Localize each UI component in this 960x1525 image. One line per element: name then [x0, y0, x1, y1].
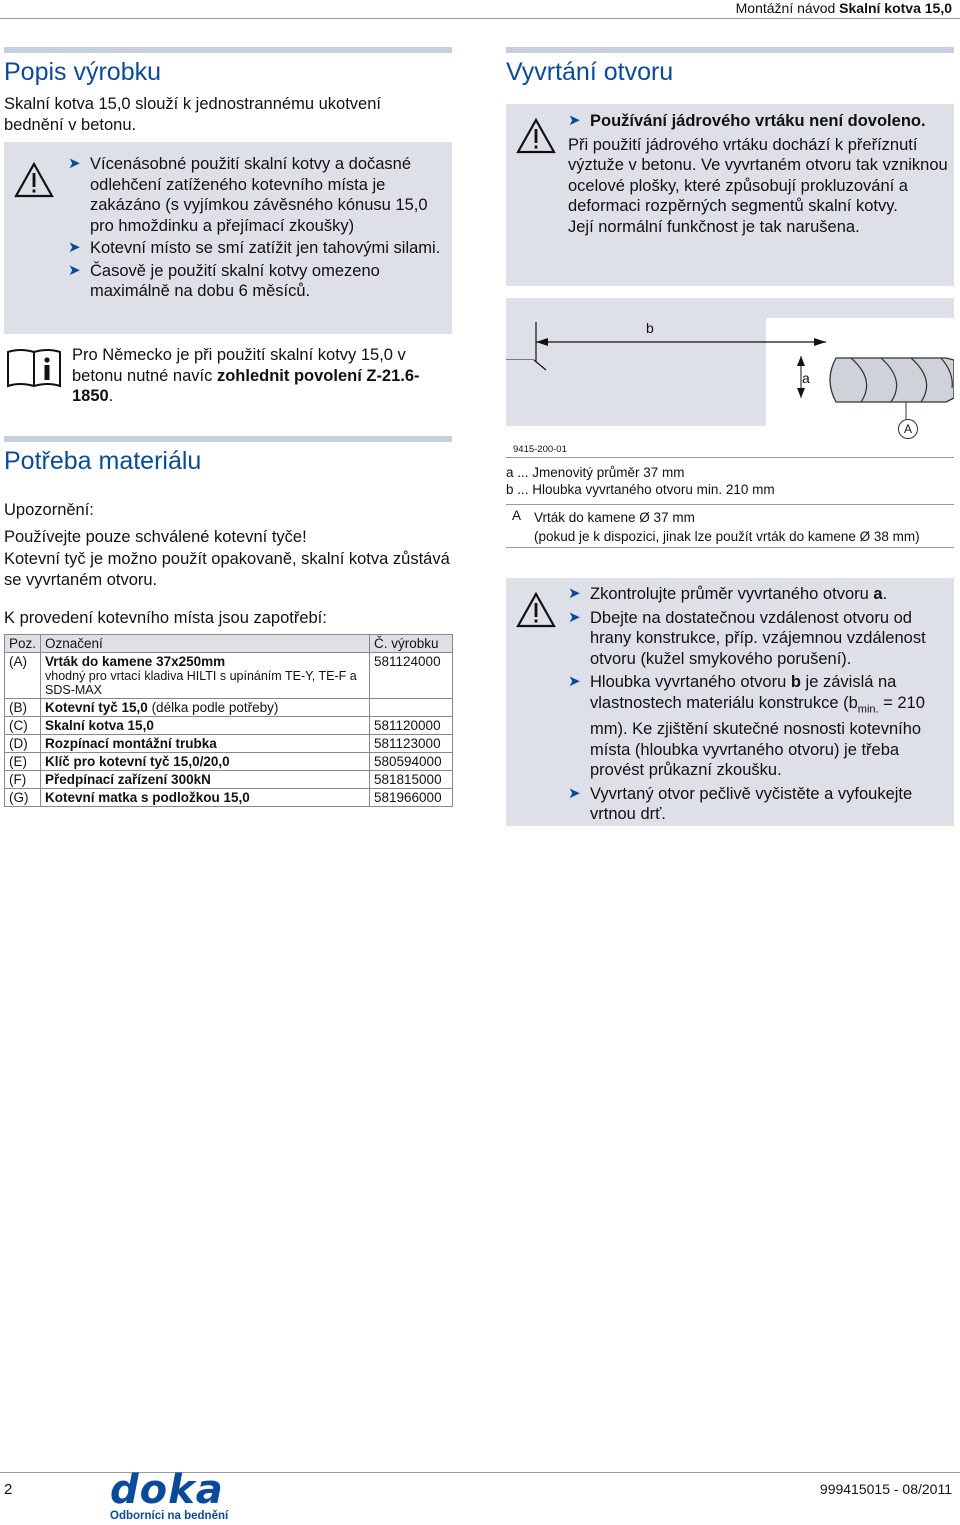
popis-intro: Skalní kotva 15,0 slouží k jednostrannému ukotvení bednění v betonu.: [4, 95, 381, 134]
steps-box: [506, 578, 954, 826]
col-header: Č. výrobku: [370, 635, 453, 653]
legend-A-key: A: [512, 508, 522, 523]
dim-label-b: b: [646, 320, 654, 336]
warning-item: ➤ Vícenásobné použití skalní kotvy a dočasné odlehčení zatíženého kotevního místa je zakázáno (s vyjímkou závěsného kónusu 15,0 pro hmoždinku a přejímací zkoušky): [68, 155, 428, 235]
header-prefix: Montážní návod: [735, 0, 840, 16]
header-title: Skalní kotva 15,0: [839, 0, 952, 16]
info-book-icon: [6, 346, 62, 390]
legend-rule: [506, 547, 954, 548]
vyvrtani-title: Vyvrtání otvoru: [506, 58, 674, 86]
table-row: (D) Rozpínací montážní trubka 581123000: [5, 735, 453, 753]
warning-text: Při použití jádrového vrtáku dochází k přeříznutí výztuže v betonu. Ve vyvrtaném otvoru tak vzniknou ocelové plošky, které způsobují prokluzování a deformaci rozpěrných segmentů skalní kotvy.: [568, 135, 948, 215]
warning-item: ➤ Kotevní místo se smí zatížit jen tahovými silami.: [68, 239, 441, 257]
legend: [506, 464, 775, 498]
col-header: Označení: [41, 635, 370, 653]
warning-item: ➤ Časově je použití skalní kotvy omezeno maximálně na dobu 6 měsíců.: [68, 261, 380, 300]
section-bar: [506, 47, 954, 53]
step-item: ➤ Dbejte na dostatečnou vzdálenost otvoru od hrany konstrukce, příp. vzájemnou vzdálenost otvoru (kužel smykového porušení).: [568, 608, 926, 668]
table-row: (G) Kotevní matka s podložkou 15,0 581966000: [5, 789, 453, 807]
step-item: ➤ Hloubka vyvrtaného otvoru b je závislá na vlastnostech materiálu konstrukce ($b_{min.} = 210$ mm). Ke zjištění skutečné nosnosti kotevního místa (hloubka vyvrtaného otvoru) je třeba provést průkazní zkoušku.: [568, 673, 925, 780]
table-row: (F) Předpínací zařízení 300kN 581815000: [5, 771, 453, 789]
dim-label-a: a: [802, 370, 810, 386]
doc-code: 999415015 - 08/2011: [819, 1481, 952, 1497]
callout-A: A: [898, 419, 918, 439]
col-header: Poz.: [5, 635, 41, 653]
warning-text: Její normální funkčnost je tak narušena.: [568, 217, 860, 236]
legend-rule: [506, 504, 954, 505]
drill-figure: [506, 298, 954, 436]
warning-box: [4, 142, 452, 334]
note-line: Kotevní tyč je možno použít opakovaně, skalní kotva zůstává se vyvrtaném otvoru.: [4, 550, 450, 589]
doka-logo: doka Odborníci na bednění: [110, 1468, 250, 1522]
material-table: [4, 634, 453, 807]
legend-A: Vrták do kamene Ø 37 mm (pokud je k dispozici, jinak lze použít vrták do kamene Ø 38 mm): [534, 510, 920, 544]
table-heading: K provedení kotevního místa jsou zapotřebí:: [4, 609, 327, 627]
legend-b: b ... Hloubka vyvrtaného otvoru min. 210 mm: [506, 482, 775, 497]
page-number: 2: [4, 1481, 13, 1498]
popis-title: Popis výrobku: [4, 58, 162, 86]
logo-tagline: Odborníci na bednění: [110, 1510, 229, 1522]
table-row: (A) Vrták do kamene 37x250mm vhodný pro vrtací kladiva HILTI s upínáním TE-Y, TE-F a SDS-MAX 581124000: [5, 653, 453, 699]
table-row: (E) Klíč pro kotevní tyč 15,0/20,0 580594000: [5, 753, 453, 771]
step-item: ➤ Zkontrolujte průměr vyvrtaného otvoru a.: [568, 585, 888, 603]
step-item: ➤ Vyvrtaný otvor pečlivě vyčistěte a vyfoukejte vrtnou drť.: [568, 784, 913, 824]
warning-box: [506, 104, 954, 286]
table-row: (B) Kotevní tyč 15,0 (délka podle potřeby): [5, 699, 453, 717]
running-header: [736, 0, 952, 16]
header-rule: [0, 18, 960, 19]
table-row: (C) Skalní kotva 15,0 581120000: [5, 717, 453, 735]
warning-icon: [516, 592, 556, 628]
section-bar: [4, 47, 452, 53]
info-note: Pro Německo je při použití skalní kotvy 15,0 v betonu nutné navíc zohlednit povolení Z-21.6-1850.: [72, 346, 420, 405]
warning-icon: [516, 118, 556, 154]
figure-code: 9415-200-01: [513, 444, 567, 455]
figure-rule: [506, 457, 954, 458]
drill-diagram: [506, 298, 954, 426]
table-header-row: [5, 635, 453, 653]
warning-icon: [14, 162, 54, 198]
note-heading: Upozornění:: [4, 501, 94, 519]
legend-a: a ... Jmenovitý průměr 37 mm: [506, 465, 685, 480]
section-bar: [4, 436, 452, 442]
material-title: Potřeba materiálu: [4, 447, 202, 475]
note-line: Používejte pouze schválené kotevní tyče!: [4, 527, 307, 546]
warning-item: ➤ Používání jádrového vrtáku není dovoleno.: [568, 112, 926, 130]
